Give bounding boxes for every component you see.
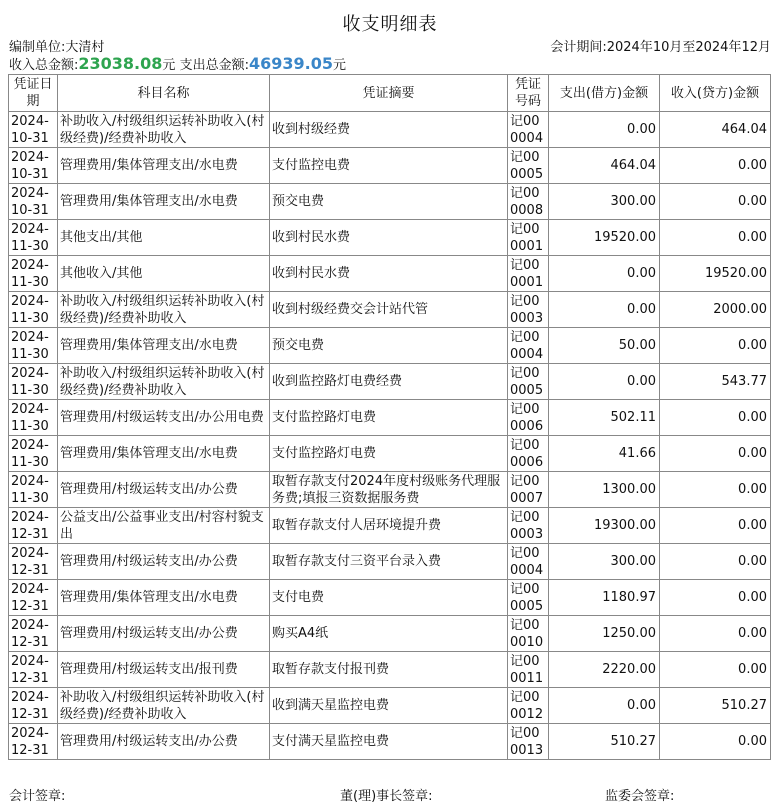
- table-row: [9, 328, 771, 364]
- cell-account: 管理费用/村级运转支出/办公用电费: [58, 400, 270, 436]
- cell-summary: 收到村民水费: [270, 220, 508, 256]
- page-title: 收支明细表: [342, 14, 438, 35]
- cell-credit: 0.00: [660, 508, 771, 544]
- cell-account: 管理费用/集体管理支出/水电费: [58, 148, 270, 184]
- cell-account: 管理费用/村级运转支出/办公费: [58, 472, 270, 508]
- cell-account: 管理费用/集体管理支出/水电费: [58, 184, 270, 220]
- cell-debit: 19520.00: [549, 220, 660, 256]
- cell-credit: 0.00: [660, 472, 771, 508]
- cell-summary: 收到村民水费: [270, 256, 508, 292]
- header-summary: 凭证摘要: [270, 75, 508, 112]
- cell-summary: 支付满天星监控电费: [270, 724, 508, 760]
- table-row: [9, 292, 771, 328]
- cell-date: 2024-12-31: [9, 688, 58, 724]
- cell-credit: 0.00: [660, 184, 771, 220]
- cell-credit: 0.00: [660, 148, 771, 184]
- cell-voucher-no: 记000005: [508, 364, 549, 400]
- expense-total-suffix: 元: [332, 58, 346, 73]
- cell-credit: 0.00: [660, 400, 771, 436]
- table-row: [9, 688, 771, 724]
- cell-account: 补助收入/村级组织运转补助收入(村级经费)/经费补助收入: [58, 364, 270, 400]
- table-row: [9, 580, 771, 616]
- cell-summary: 收到村级经费交会计站代管: [270, 292, 508, 328]
- cell-summary: 预交电费: [270, 184, 508, 220]
- cell-debit: 0.00: [549, 292, 660, 328]
- cell-date: 2024-12-31: [9, 724, 58, 760]
- accountant-signature-label: 会计签章:: [9, 789, 66, 804]
- cell-account: 其他支出/其他: [58, 220, 270, 256]
- table-row: [9, 220, 771, 256]
- cell-debit: 0.00: [549, 112, 660, 148]
- table-header-row: [9, 75, 771, 112]
- cell-voucher-no: 记000006: [508, 436, 549, 472]
- cell-date: 2024-11-30: [9, 292, 58, 328]
- cell-date: 2024-11-30: [9, 472, 58, 508]
- cell-date: 2024-11-30: [9, 220, 58, 256]
- cell-debit: 464.04: [549, 148, 660, 184]
- cell-date: 2024-11-30: [9, 400, 58, 436]
- header-account: 科目名称: [58, 75, 270, 112]
- cell-voucher-no: 记000011: [508, 652, 549, 688]
- cell-summary: 购买A4纸: [270, 616, 508, 652]
- cell-account: 补助收入/村级组织运转补助收入(村级经费)/经费补助收入: [58, 112, 270, 148]
- cell-debit: 1250.00: [549, 616, 660, 652]
- cell-summary: 取暂存款支付人居环境提升费: [270, 508, 508, 544]
- table-row: [9, 112, 771, 148]
- header-date: 凭证日期: [9, 75, 58, 112]
- income-total-suffix: 元: [162, 58, 176, 73]
- cell-summary: 收到满天星监控电费: [270, 688, 508, 724]
- cell-account: 补助收入/村级组织运转补助收入(村级经费)/经费补助收入: [58, 688, 270, 724]
- cell-date: 2024-12-31: [9, 652, 58, 688]
- cell-credit: 464.04: [660, 112, 771, 148]
- cell-summary: 支付监控路灯电费: [270, 400, 508, 436]
- cell-date: 2024-11-30: [9, 328, 58, 364]
- cell-voucher-no: 记000004: [508, 544, 549, 580]
- cell-date: 2024-10-31: [9, 148, 58, 184]
- cell-voucher-no: 记000006: [508, 400, 549, 436]
- income-total-label: 收入总金额:: [9, 58, 79, 73]
- cell-credit: 0.00: [660, 616, 771, 652]
- cell-debit: 0.00: [549, 256, 660, 292]
- cell-debit: 41.66: [549, 436, 660, 472]
- cell-date: 2024-11-30: [9, 436, 58, 472]
- cell-debit: 510.27: [549, 724, 660, 760]
- cell-voucher-no: 记000003: [508, 508, 549, 544]
- cell-credit: 0.00: [660, 724, 771, 760]
- table-row: [9, 436, 771, 472]
- cell-credit: 19520.00: [660, 256, 771, 292]
- cell-debit: 1300.00: [549, 472, 660, 508]
- cell-summary: 支付监控路灯电费: [270, 436, 508, 472]
- chairman-signature-label: 董(理)事长签章:: [340, 789, 433, 804]
- expense-total-label: 支出总金额:: [179, 58, 249, 73]
- cell-voucher-no: 记000001: [508, 256, 549, 292]
- cell-voucher-no: 记000013: [508, 724, 549, 760]
- cell-summary: 取暂存款支付报刊费: [270, 652, 508, 688]
- table-row: [9, 616, 771, 652]
- header-credit: 收入(贷方)金额: [660, 75, 771, 112]
- period-label: 会计期间:2024年10月至2024年12月: [550, 40, 771, 55]
- table-row: [9, 364, 771, 400]
- cell-credit: 0.00: [660, 580, 771, 616]
- cell-summary: 支付电费: [270, 580, 508, 616]
- cell-account: 管理费用/村级运转支出/办公费: [58, 544, 270, 580]
- cell-debit: 0.00: [549, 688, 660, 724]
- cell-voucher-no: 记000005: [508, 580, 549, 616]
- cell-debit: 19300.00: [549, 508, 660, 544]
- cell-account: 管理费用/村级运转支出/办公费: [58, 616, 270, 652]
- cell-voucher-no: 记000005: [508, 148, 549, 184]
- table-row: [9, 148, 771, 184]
- header-debit: 支出(借方)金额: [549, 75, 660, 112]
- cell-date: 2024-11-30: [9, 364, 58, 400]
- table-row: [9, 544, 771, 580]
- cell-voucher-no: 记000003: [508, 292, 549, 328]
- cell-account: 管理费用/集体管理支出/水电费: [58, 580, 270, 616]
- cell-date: 2024-10-31: [9, 184, 58, 220]
- cell-account: 补助收入/村级组织运转补助收入(村级经费)/经费补助收入: [58, 292, 270, 328]
- cell-date: 2024-12-31: [9, 508, 58, 544]
- table-row: [9, 400, 771, 436]
- cell-credit: 543.77: [660, 364, 771, 400]
- cell-account: 管理费用/村级运转支出/报刊费: [58, 652, 270, 688]
- header-voucher-no: 凭证号码: [508, 75, 549, 112]
- cell-credit: 510.27: [660, 688, 771, 724]
- cell-account: 管理费用/集体管理支出/水电费: [58, 328, 270, 364]
- cell-credit: 0.00: [660, 544, 771, 580]
- table-row: [9, 724, 771, 760]
- table-row: [9, 472, 771, 508]
- cell-date: 2024-12-31: [9, 544, 58, 580]
- cell-summary: 取暂存款支付2024年度村级账务代理服务费;填报三资数据服务费: [270, 472, 508, 508]
- cell-debit: 2220.00: [549, 652, 660, 688]
- cell-credit: 0.00: [660, 652, 771, 688]
- table-row: [9, 652, 771, 688]
- cell-account: 其他收入/其他: [58, 256, 270, 292]
- cell-voucher-no: 记000007: [508, 472, 549, 508]
- cell-voucher-no: 记000008: [508, 184, 549, 220]
- table-body: [9, 112, 771, 760]
- totals-line: [9, 54, 346, 73]
- table-row: [9, 256, 771, 292]
- cell-summary: 支付监控电费: [270, 148, 508, 184]
- cell-date: 2024-10-31: [9, 112, 58, 148]
- table-row: [9, 508, 771, 544]
- cell-voucher-no: 记000012: [508, 688, 549, 724]
- cell-debit: 502.11: [549, 400, 660, 436]
- expense-total-value: 46939.05: [248, 54, 333, 73]
- cell-account: 管理费用/村级运转支出/办公费: [58, 724, 270, 760]
- cell-date: 2024-11-30: [9, 256, 58, 292]
- cell-voucher-no: 记000001: [508, 220, 549, 256]
- cell-debit: 1180.97: [549, 580, 660, 616]
- cell-summary: 收到监控路灯电费经费: [270, 364, 508, 400]
- cell-credit: 0.00: [660, 328, 771, 364]
- cell-summary: 预交电费: [270, 328, 508, 364]
- cell-debit: 50.00: [549, 328, 660, 364]
- cell-debit: 300.00: [549, 184, 660, 220]
- cell-credit: 0.00: [660, 220, 771, 256]
- cell-account: 公益支出/公益事业支出/村容村貌支出: [58, 508, 270, 544]
- cell-credit: 0.00: [660, 436, 771, 472]
- income-total-value: 23038.08: [78, 54, 163, 73]
- table-row: [9, 184, 771, 220]
- cell-date: 2024-12-31: [9, 616, 58, 652]
- cell-voucher-no: 记000004: [508, 328, 549, 364]
- unit-label: 编制单位:大清村: [9, 40, 105, 55]
- cell-voucher-no: 记000004: [508, 112, 549, 148]
- cell-summary: 收到村级经费: [270, 112, 508, 148]
- supervisor-signature-label: 监委会签章:: [605, 789, 675, 804]
- cell-credit: 2000.00: [660, 292, 771, 328]
- cell-summary: 取暂存款支付三资平台录入费: [270, 544, 508, 580]
- ledger-table: [8, 74, 771, 760]
- cell-voucher-no: 记000010: [508, 616, 549, 652]
- cell-debit: 0.00: [549, 364, 660, 400]
- cell-debit: 300.00: [549, 544, 660, 580]
- cell-account: 管理费用/集体管理支出/水电费: [58, 436, 270, 472]
- cell-date: 2024-12-31: [9, 580, 58, 616]
